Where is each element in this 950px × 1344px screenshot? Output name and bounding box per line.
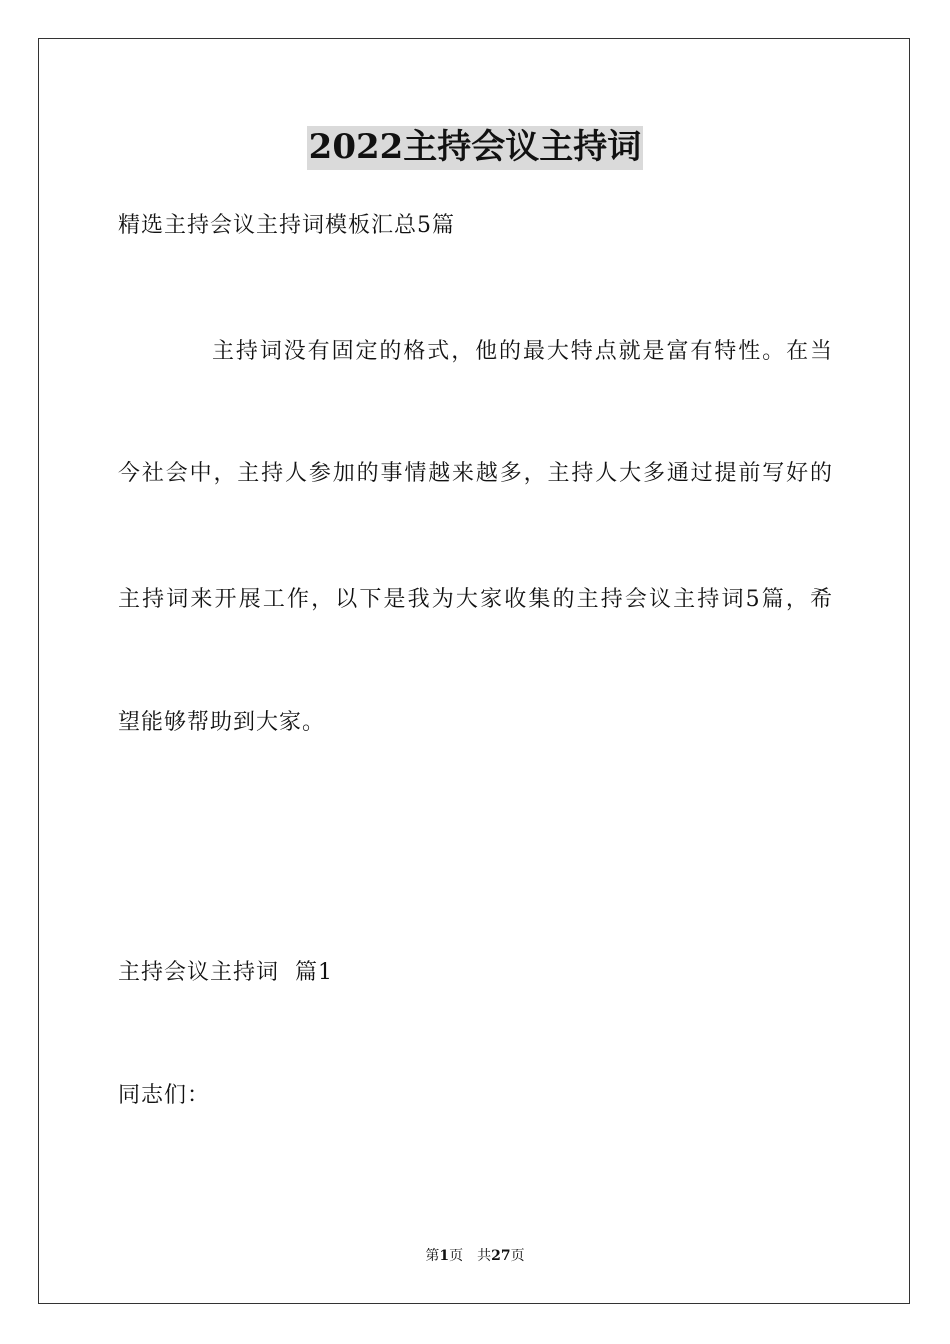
- page-footer: [0, 1247, 950, 1265]
- section-heading: 主持会议主持词 篇1: [118, 960, 333, 985]
- document-title: 2022主持会议主持词: [307, 126, 644, 170]
- footer-page-number: 1: [439, 1248, 450, 1264]
- footer-total-pages: 27: [491, 1248, 511, 1264]
- intro-line-1: 主持词没有固定的格式，他的最大特点就是富有特性。在当: [212, 339, 832, 364]
- intro-line-3: 主持词来开展工作，以下是我为大家收集的主持会议主持词5篇，希: [118, 587, 832, 612]
- footer-page-suffix: 页: [449, 1248, 464, 1264]
- document-subtitle: 精选主持会议主持词模板汇总5篇: [118, 213, 455, 238]
- intro-line-4: 望能够帮助到大家。: [118, 710, 326, 735]
- title-container: [0, 126, 950, 170]
- intro-line-2: 今社会中，主持人参加的事情越来越多，主持人大多通过提前写好的: [118, 461, 832, 486]
- footer-total-suffix: 页: [510, 1248, 525, 1264]
- footer-page-prefix: 第: [425, 1248, 440, 1264]
- footer-total-prefix: 共: [477, 1248, 492, 1264]
- greeting: 同志们：: [118, 1083, 211, 1108]
